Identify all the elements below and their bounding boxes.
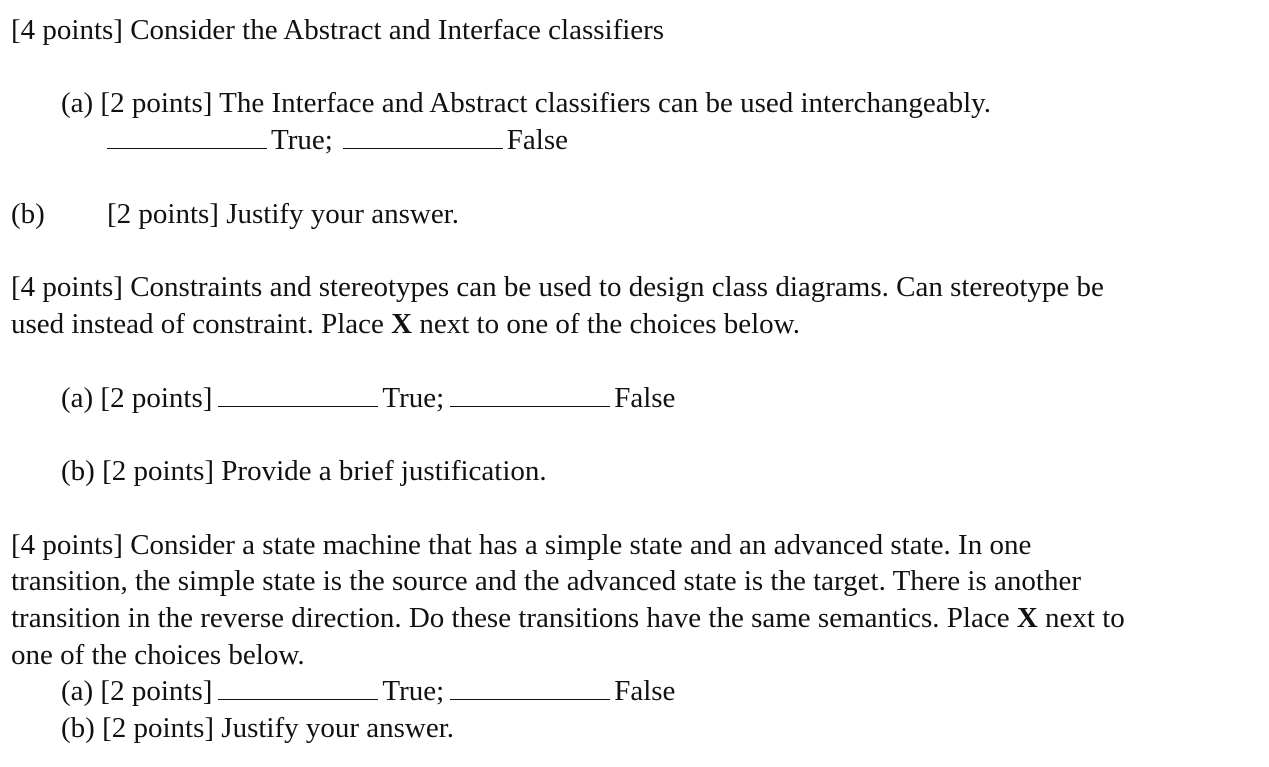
q3-line-3-pre: transition in the reverse direction. Do these transitions have the same semantics. Place	[11, 602, 1017, 634]
q2-false-label: False	[614, 382, 676, 414]
q2-line-1: [4 points] Constraints and stereotypes can be used to design class diagrams. Can stereotype be	[11, 271, 1104, 303]
q1-part-b-label: (b)	[11, 198, 45, 230]
q2-true-label: True;	[382, 382, 445, 414]
q2-line-2	[11, 306, 800, 342]
q1-part-b: [2 points] Justify your answer.	[107, 198, 459, 230]
q3-true-blank[interactable]	[218, 677, 378, 700]
q2-part-a-label: (a) [2 points]	[61, 382, 213, 414]
q1-true-label: True;	[271, 124, 333, 156]
q1-part-a: (a) [2 points] The Interface and Abstract classifiers can be used interchangeably.	[61, 87, 992, 119]
q2-mark-x: X	[391, 308, 413, 340]
q1-title: [4 points] Consider the Abstract and Interface classifiers	[11, 14, 665, 46]
q3-false-blank[interactable]	[450, 677, 610, 700]
q3-line-4: one of the choices below.	[11, 639, 305, 671]
q3-false-label: False	[614, 675, 676, 707]
q3-line-2: transition, the simple state is the source and the advanced state is the target. There is another	[11, 565, 1081, 597]
q3-line-3	[11, 600, 1125, 636]
q3-line-1: [4 points] Consider a state machine that has a simple state and an advanced state. In one	[11, 529, 1032, 561]
q3-line-3-post: next to	[1037, 602, 1125, 634]
q3-part-a	[61, 673, 675, 709]
q2-line-2-post: next to one of the choices below.	[412, 308, 800, 340]
q3-part-a-label: (a) [2 points]	[61, 675, 213, 707]
q3-true-label: True;	[382, 675, 445, 707]
q2-true-blank[interactable]	[218, 384, 378, 407]
q1-false-label: False	[506, 124, 568, 156]
q3-mark-x: X	[1016, 602, 1038, 634]
q1-choices	[107, 122, 568, 158]
q3-part-b: (b) [2 points] Justify your answer.	[61, 712, 455, 744]
q2-part-a	[61, 380, 675, 416]
q1-false-blank[interactable]	[343, 126, 503, 149]
q2-line-2-pre: used instead of constraint. Place	[11, 308, 392, 340]
q2-false-blank[interactable]	[450, 384, 610, 407]
q1-true-blank[interactable]	[107, 126, 267, 149]
q2-part-b: (b) [2 points] Provide a brief justification.	[61, 455, 547, 487]
